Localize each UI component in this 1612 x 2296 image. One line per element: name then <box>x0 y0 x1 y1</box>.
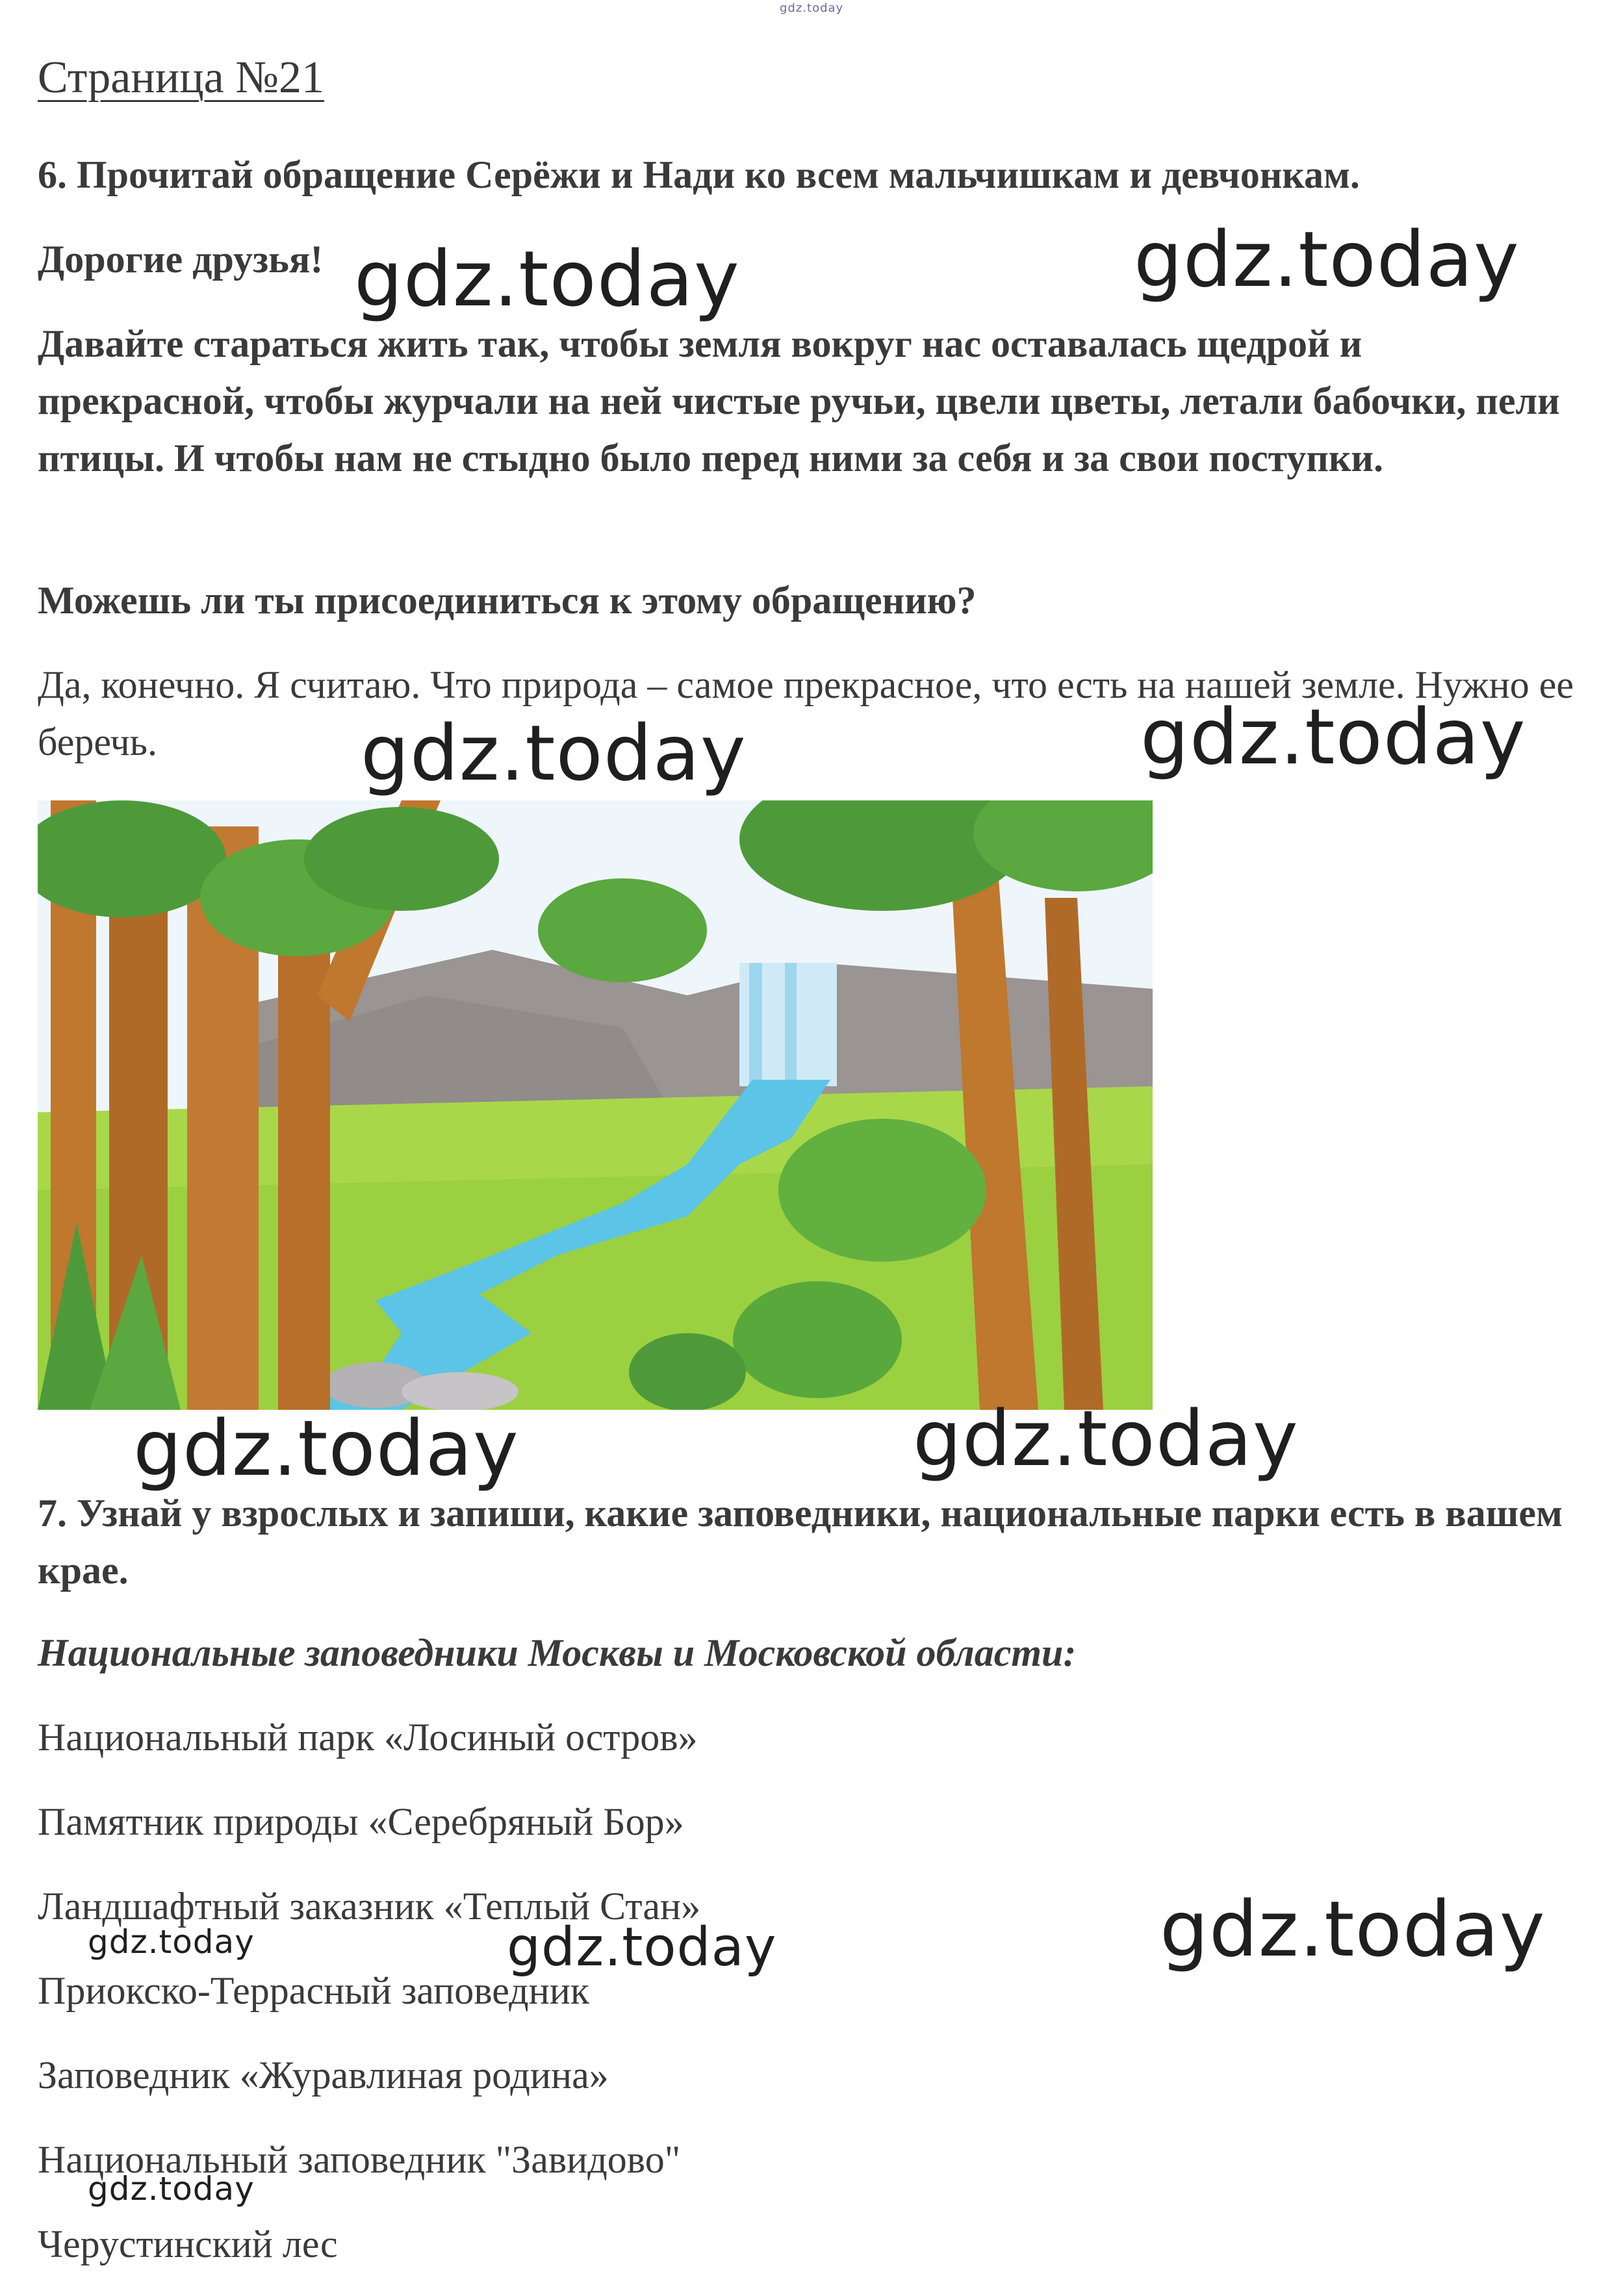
task7-heading: 7. Узнай у взрослых и запиши, какие заповедники, национальные парки есть в вашем крае. <box>38 1492 1563 1592</box>
reserve-item-3: Ландшафтный заказник «Теплый Стан» <box>38 1885 701 1928</box>
reserve-item-7: Черустинский лес <box>38 2223 338 2265</box>
reserve-item-1: Национальный парк «Лосиный остров» <box>38 1716 698 1759</box>
task7-subheading: Национальные заповедники Москвы и Московской области: <box>38 1631 1077 1674</box>
task6-question: Можешь ли ты присоединиться к этому обращению? <box>38 579 977 622</box>
watermark: gdz.today <box>354 234 740 324</box>
watermark: gdz.today <box>913 1394 1299 1483</box>
watermark: gdz.today <box>133 1403 519 1493</box>
waterfall-drawing <box>38 800 1153 1410</box>
task6-greeting: Дорогие друзья! <box>38 238 324 281</box>
watermark: gdz.today <box>88 1923 255 1961</box>
watermark: gdz.today <box>1134 214 1520 304</box>
landscape-illustration <box>38 800 1153 1410</box>
watermark: gdz.today <box>1140 692 1526 782</box>
reserve-item-4: Приокско-Террасный заповедник <box>38 1969 589 2012</box>
page-title: Страница №21 <box>38 53 325 103</box>
watermark: gdz.today <box>361 708 747 798</box>
task6-heading: 6. Прочитай обращение Серёжи и Нади ко всем мальчишкам и девчонкам. <box>38 153 1360 196</box>
watermark: gdz.today <box>1160 1884 1546 1974</box>
reserve-item-6: Национальный заповедник "Завидово" <box>38 2138 681 2181</box>
task6-appeal: Давайте стараться жить так, чтобы земля вокруг нас оставалась щедрой и прекрасной, чтобы журчали на ней чистые ручьи, цвели цветы, летали бабочки, пели птицы. И чтобы нам не стыдно было перед ними за себя и за свои поступки. <box>38 322 1560 479</box>
task6-answer: Да, конечно. Я считаю. Что природа – самое прекрасное, что есть на нашей земле. Нужно ее беречь. <box>38 663 1574 763</box>
watermark: gdz.today <box>507 1917 777 1978</box>
reserve-item-5: Заповедник «Журавлиная родина» <box>38 2054 609 2097</box>
reserve-item-2: Памятник природы «Серебряный Бор» <box>38 1800 684 1843</box>
task7-heading-line1 <box>38 1485 1578 1599</box>
top-watermark: gdz.today <box>780 1 844 15</box>
watermark: gdz.today <box>88 2170 255 2208</box>
